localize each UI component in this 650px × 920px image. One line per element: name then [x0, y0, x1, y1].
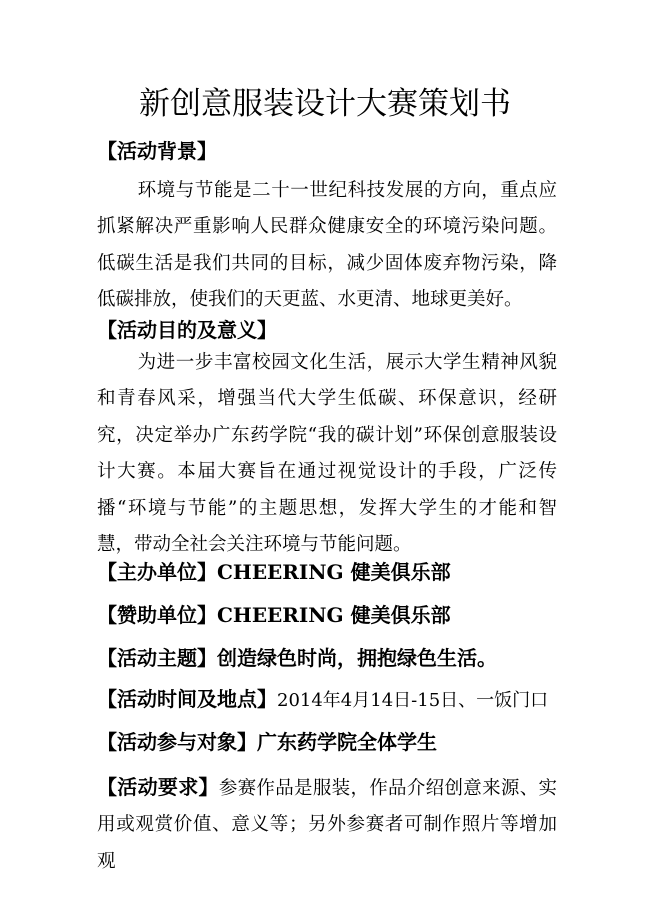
theme-label: 【活动主题】	[97, 646, 217, 670]
participants-value: 广东药学院全体学生	[257, 730, 437, 754]
background-text: 环境与节能是二十一世纪科技发展的方向，重点应抓紧解决严重影响人民群众健康安全的环境污染问题。低碳生活是我们共同的目标，减少固体废弃物污染，降低碳排放，使我们的天更蓝、水更清、地球更美好。	[97, 180, 557, 311]
theme-value: 创造绿色时尚，拥抱绿色生活。	[217, 646, 497, 670]
background-paragraph	[97, 173, 557, 319]
time-place-value: 2014年4月14日-15日、一饭门口	[277, 690, 549, 711]
background-heading: 【活动背景】	[97, 139, 217, 163]
document-title: 新创意服装设计大赛策划书	[139, 86, 511, 122]
time-place-row	[97, 684, 557, 716]
purpose-text: 为进一步丰富校园文化生活，展示大学生精神风貌和青春风采，增强当代大学生低碳、环保意识，经研究，决定举办广东药学院“我的碳计划”环保创意服装设计大赛。本届大赛旨在通过视觉设计的手段，广泛传播“环境与节能”的主题思想，发挥大学生的才能和智慧，带动全社会关注环境与节能问题。	[97, 352, 557, 556]
purpose-heading: 【活动目的及意义】	[97, 318, 277, 342]
requirements-text: 参赛作品是服装，作品介绍创意来源、实用或观赏价值、意义等；另外参赛者可制作照片等增加观	[97, 778, 557, 872]
requirements-label: 【活动要求】	[97, 775, 219, 799]
sponsor-row	[97, 600, 557, 630]
purpose-paragraph	[97, 345, 557, 563]
sponsor-label: 【赞助单位】	[97, 603, 217, 627]
participants-row	[97, 727, 557, 757]
theme-row	[97, 643, 557, 673]
organizer-label: 【主办单位】	[97, 560, 217, 584]
requirements-paragraph	[97, 769, 557, 880]
time-place-label: 【活动时间及地点】	[97, 687, 277, 711]
participants-label: 【活动参与对象】	[97, 730, 257, 754]
sponsor-value: CHEERING 健美俱乐部	[217, 603, 451, 627]
organizer-row	[97, 557, 557, 587]
organizer-value: CHEERING 健美俱乐部	[217, 560, 451, 584]
